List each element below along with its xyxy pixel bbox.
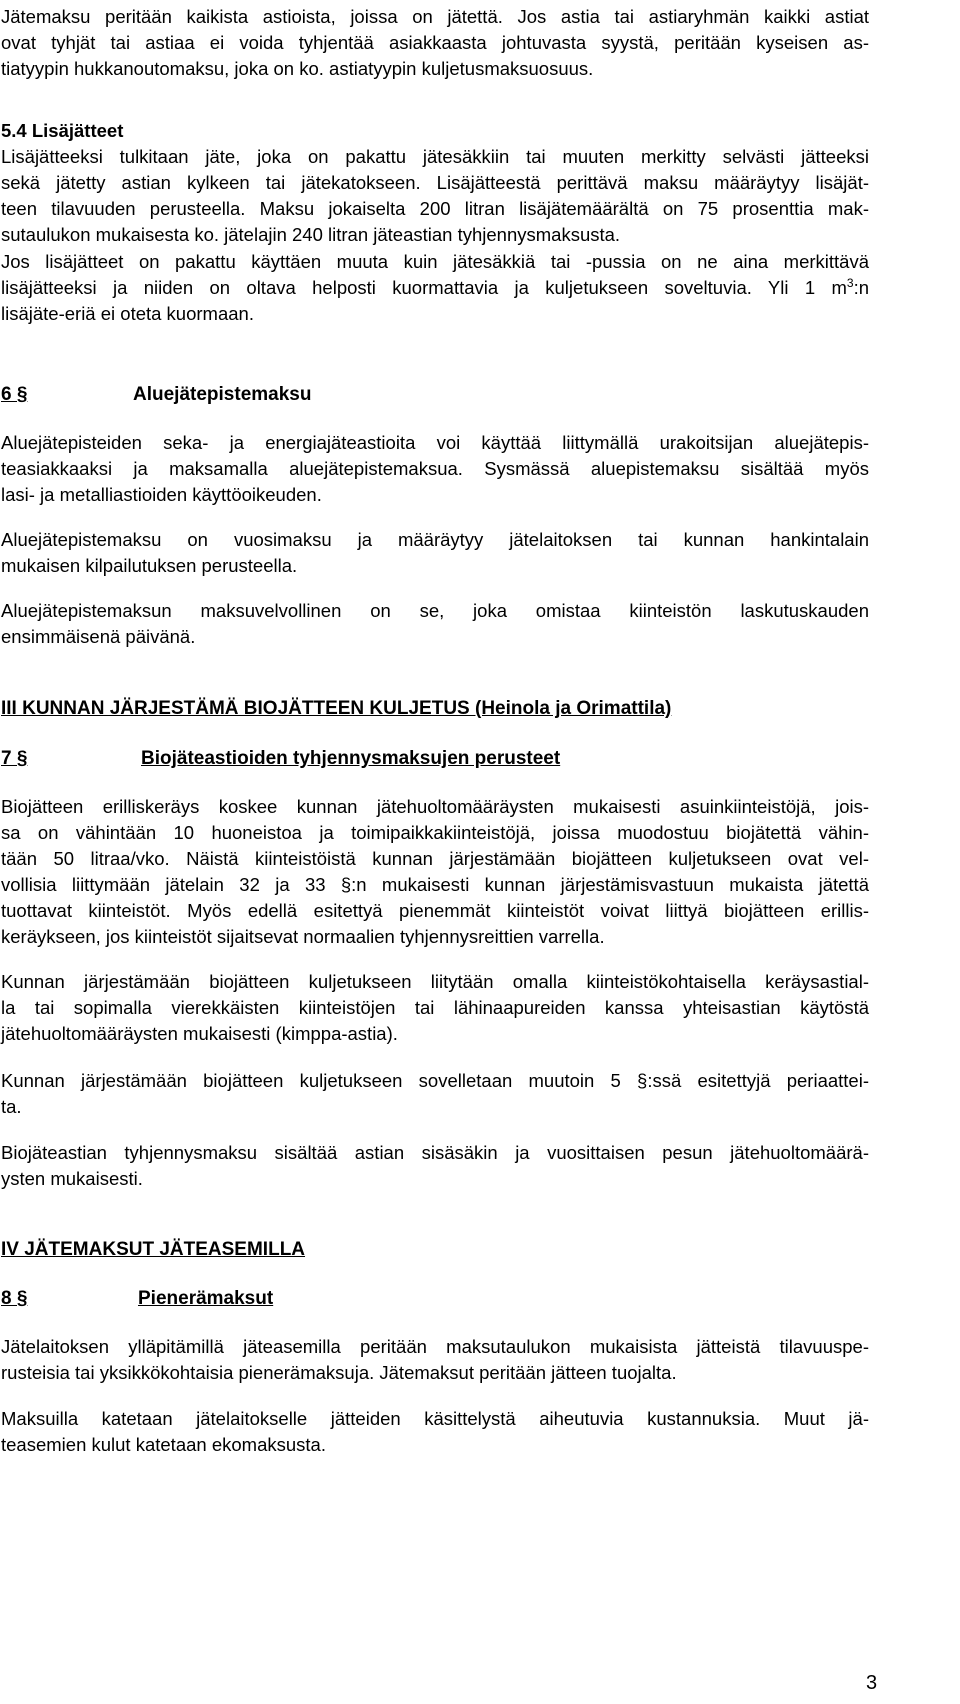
text-line: teen tilavuuden perusteella. Maksu jokaiselta 200 litran lisäjätemäärältä on 75 prosenttia mak- [1, 198, 869, 219]
section-7-title: Biojäteastioiden tyhjennysmaksujen perusteet [141, 748, 561, 769]
text-line: Jätelaitoksen ylläpitämillä jäteasemilla peritään maksutaulukon mukaisista jätteistä tilavuuspe- [1, 1336, 869, 1357]
section-6-title: Aluejätepistemaksu [133, 384, 312, 405]
section-7-paragraph-3 [1, 1068, 869, 1120]
text-line: sekä jätetty astian kylkeen tai jätekatokseen. Lisäjätteestä perittävä maksu määräytyy lisäjät- [1, 172, 869, 193]
section-5-4-paragraph-1 [1, 144, 869, 248]
section-5-4-heading: 5.4 Lisäjätteet [1, 120, 124, 141]
text-line: Aluejätepistemaksun maksuvelvollinen on se, joka omistaa kiinteistön laskutuskauden [1, 600, 869, 621]
text-line: Jätemaksu peritään kaikista astioista, joissa on jätettä. Jos astia tai astiaryhmän kaikki astiat [1, 6, 869, 27]
section-7-paragraph-2 [1, 969, 869, 1047]
text-line: Lisäjätteeksi tulkitaan jäte, joka on pakattu jätesäkkiin tai muuten merkitty selvästi jätteeksi [1, 146, 869, 167]
section-7-paragraph-1 [1, 794, 869, 950]
text-line: rusteisia tai yksikkökohtaisia pienerämaksuja. Jätemaksut peritään jätteen tuojalta. [1, 1362, 677, 1383]
text-line: Maksuilla katetaan jätelaitokselle jätteiden käsittelystä aiheutuvia kustannuksia. Muut jä- [1, 1408, 869, 1429]
text-line: Kunnan järjestämään biojätteen kuljetukseen sovelletaan muutoin 5 §:ssä esitettyjä periaattei- [1, 1070, 869, 1091]
text-line: ovat tyhjät tai astiaa ei voida tyhjentää asiakkaasta johtuvasta syystä, peritään kyseisen as- [1, 32, 869, 53]
section-6-paragraph-2 [1, 527, 869, 579]
section-6-number: 6 § [1, 384, 28, 405]
text-line: Jos lisäjätteet on pakattu käyttäen muuta kuin jätesäkkiä tai -pussia on ne aina merkittävä [1, 251, 869, 272]
section-8-paragraph-1 [1, 1334, 869, 1386]
text-line: vollisia liittymään jätelain 32 ja 33 §:n mukaisesti kunnan järjestämisvastuun mukaista jätettä [1, 874, 869, 895]
text-line: ysten mukaisesti. [1, 1168, 143, 1189]
text-line: tuottavat kiinteistöt. Myös edellä esitettyä pienemmät kiinteistöt voivat liittyä biojätteen erillis- [1, 900, 869, 921]
text-line: ta. [1, 1096, 22, 1117]
text-line: sa on vähintään 10 huoneistoa ja toimipaikkakiinteistöjä, joissa muodostuu biojätettä vähin- [1, 822, 869, 843]
section-5-4-paragraph-2 [1, 249, 869, 327]
part-4-heading: IV JÄTEMAKSUT JÄTEASEMILLA [1, 1239, 306, 1260]
text-line: Aluejätepisteiden seka- ja energiajäteastioita voi käyttää liittymällä urakoitsijan aluejätepis- [1, 432, 869, 453]
part-3-heading: III KUNNAN JÄRJESTÄMÄ BIOJÄTTEEN KULJETUS (Heinola ja Orimattila) [1, 698, 672, 719]
text-line: keräykseen, jos kiinteistöt sijaitsevat normaalien tyhjennysreittien varrella. [1, 926, 605, 947]
text-fragment: lisäjätteeksi ja niiden on oltava helposti kuormattavia ja kuljetukseen soveltuvia. Yli 1 m [1, 277, 847, 298]
text-line: Kunnan järjestämään biojätteen kuljetukseen liitytään omalla kiinteistökohtaisella keräysastial- [1, 971, 869, 992]
superscript: 3 [846, 275, 854, 290]
section-7-number: 7 § [1, 748, 28, 769]
text-line: teasemien kulut katetaan ekomaksusta. [1, 1434, 326, 1455]
text-line: la tai sopimalla vierekkäisten kiinteistöjen tai lähinaapureiden kanssa yhteisastian käytöstä [1, 997, 869, 1018]
section-6-paragraph-3 [1, 598, 869, 650]
text-line: mukaisen kilpailutuksen perusteella. [1, 555, 298, 576]
intro-paragraph [1, 4, 869, 82]
text-line: sutaulukon mukaisesta ko. jätelajin 240 litran jäteastian tyhjennysmaksusta. [1, 224, 621, 245]
text-line: Aluejätepistemaksu on vuosimaksu ja määräytyy jätelaitoksen tai kunnan hankintalain [1, 529, 869, 550]
section-8-title: Pienerämaksut [138, 1288, 274, 1309]
section-6-paragraph-1 [1, 430, 869, 508]
page-number: 3 [866, 1672, 878, 1694]
text-line: lasi- ja metalliastioiden käyttöoikeuden. [1, 484, 322, 505]
text-line: jätehuoltomääräysten mukaisesti (kimppa-astia). [1, 1023, 398, 1044]
text-line: Biojätteen erilliskeräys koskee kunnan jätehuoltomääräysten mukaisesti asuinkiinteistöjä, jois- [1, 796, 869, 817]
text-line: ensimmäisenä päivänä. [1, 626, 196, 647]
section-7-paragraph-4 [1, 1140, 869, 1192]
text-line: teasiakkaaksi ja maksamalla aluejätepistemaksua. Sysmässä aluepistemaksu sisältää myös [1, 458, 869, 479]
section-8-number: 8 § [1, 1288, 28, 1309]
text-line: tään 50 litraa/vko. Näistä kiinteistöistä kunnan järjestämään biojätteen kuljetukseen ovat vel- [1, 848, 869, 869]
section-8-paragraph-2 [1, 1406, 869, 1458]
text-line [1, 275, 869, 301]
text-line: lisäjäte-eriä ei oteta kuormaan. [1, 303, 254, 324]
text-line: tiatyypin hukkanoutomaksu, joka on ko. astiatyypin kuljetusmaksuosuus. [1, 58, 594, 79]
text-line: Biojäteastian tyhjennysmaksu sisältää astian sisäsäkin ja vuosittaisen pesun jätehuoltomäärä- [1, 1142, 869, 1163]
text-fragment: :n [853, 277, 869, 298]
